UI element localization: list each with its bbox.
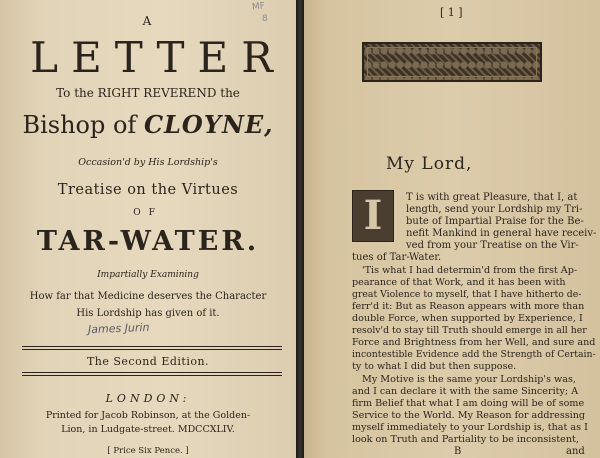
treatise-line: Treatise on the Virtues (57, 182, 239, 198)
body-line: ved from your Treatise on the Vir- (406, 240, 579, 251)
drop-cap-letter: I (363, 192, 383, 239)
imprint-city: LONDON: (105, 392, 191, 405)
headpiece-ornament (362, 42, 542, 82)
imprint-line-2: Lion, in Ludgate-street. MDCCXLIV. (61, 424, 235, 435)
body-line: ferr'd it: But as Reason appears with more than (352, 301, 585, 312)
body-line: myself immediately to your Lordship is, that as I (352, 422, 588, 433)
of-line: OF (133, 208, 163, 218)
impartially-line: Impartially Examining (97, 270, 199, 280)
body-line: T is with great Pleasure, that I, at (406, 192, 578, 203)
cloyne-word: CLOYNE, (143, 110, 274, 139)
body-line: and I can declare it with the same Sincerity; A (352, 386, 579, 397)
rule-bottom-inner (22, 372, 282, 373)
body-line: tues of Tar-Water. (352, 252, 442, 263)
body-line: nefit Mankind in general have receiv- (406, 228, 597, 239)
page-number: [ 1 ] (440, 6, 463, 19)
body-line: My Motive is the same your Lordship's was, (362, 374, 576, 385)
body-line: bute of Impartial Praise for the Be- (406, 216, 584, 227)
body-line: firm Belief that what I am doing will be of some (352, 398, 585, 409)
drop-cap-block (352, 190, 394, 242)
signature-mark: B (454, 446, 462, 457)
his-lordship-line: His Lordship has given of it. (76, 308, 220, 319)
body-line: great Violence to myself, that I have hitherto de- (352, 289, 582, 300)
catchword: and (566, 446, 585, 457)
how-far-line: How far that Medicine deserves the Character (29, 291, 267, 302)
title-addressee-line: To the RIGHT REVEREND the (56, 86, 240, 100)
title-letter: LETTER (30, 33, 286, 82)
title-bishop-line (0, 110, 296, 139)
manuscript-note: MF (251, 1, 266, 13)
body-line: length, send your Lordship my Tri- (406, 204, 583, 215)
occasioned-line: Occasion'd by His Lordship's (78, 157, 218, 168)
handwritten-signature: James Jurin (87, 320, 150, 337)
title-article: A (142, 14, 154, 28)
body-line: double Force, when supported by Experience, I (352, 313, 583, 324)
imprint-line-1: Printed for Jacob Robinson, at the Golden- (45, 410, 251, 421)
rule-top-inner (22, 349, 282, 350)
price-line: [ Price Six Pence. ] (107, 446, 189, 456)
body-line: 'Tis what I had determin'd from the first Ap- (362, 265, 578, 276)
body-line: Service to the World. My Reason for addressing (352, 410, 586, 421)
body-line: ty to what I did but then suppose. (352, 361, 517, 372)
edition-line: The Second Edition. (86, 355, 210, 368)
body-line: pearance of that Work, and it has been with (352, 277, 566, 288)
body-line: look on Truth and Partiality to be inconsistent, (352, 434, 579, 445)
book-gutter (296, 0, 304, 458)
body-line: resolv'd to stay till Truth should emerge in all her (352, 325, 587, 336)
rule-bottom (22, 375, 282, 376)
ornament-frame (367, 47, 537, 77)
salutation: My Lord, (386, 154, 473, 174)
rule-top (22, 346, 282, 347)
body-line: Force and Brightness from her Well, and sure and (352, 337, 596, 348)
title-page (0, 0, 296, 458)
manuscript-note-number: 8 (262, 14, 268, 24)
tar-water-title: TAR-WATER. (36, 226, 260, 257)
first-text-page (304, 0, 600, 458)
bishop-prefix: Bishop of (22, 111, 144, 139)
body-line: incontestible Evidence add the Strength of Certain- (352, 349, 596, 360)
